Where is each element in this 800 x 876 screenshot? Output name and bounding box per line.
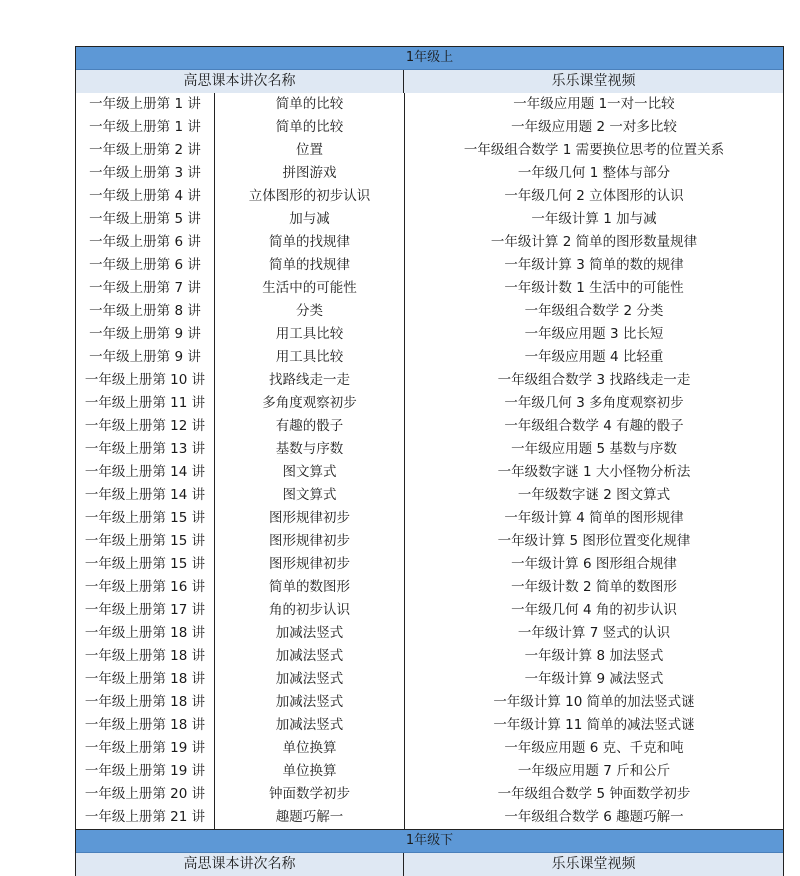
lecture-number: 一年级上册第 20 讲 <box>84 786 206 802</box>
video-title: 一年级组合数学 4 有趣的骰子 <box>404 415 783 438</box>
lecture-number: 一年级上册第 15 讲 <box>84 510 206 526</box>
video-title: 一年级应用题 5 基数与序数 <box>404 438 783 461</box>
lecture-number: 一年级上册第 16 讲 <box>84 579 206 595</box>
table-row <box>76 415 783 438</box>
video-title: 一年级应用题 6 克、千克和吨 <box>404 737 783 760</box>
video-title: 一年级计算 4 简单的图形规律 <box>404 507 783 530</box>
lecture-number: 一年级上册第 9 讲 <box>89 326 201 342</box>
lecture-number: 一年级上册第 6 讲 <box>89 257 201 273</box>
video-title: 一年级组合数学 3 找路线走一走 <box>404 369 783 392</box>
table-row <box>76 576 783 599</box>
video-title: 一年级计算 3 简单的数的规律 <box>404 254 783 277</box>
lecture-topic: 图文算式 <box>214 461 404 484</box>
lecture-topic: 图形规律初步 <box>214 530 404 553</box>
table-row <box>76 277 783 300</box>
lecture-number: 一年级上册第 2 讲 <box>89 142 201 158</box>
table-row <box>76 645 783 668</box>
video-title: 一年级几何 3 多角度观察初步 <box>404 392 783 415</box>
lecture-number: 一年级上册第 13 讲 <box>84 441 206 457</box>
lecture-topic: 位置 <box>214 139 404 162</box>
section-title: 1年级上 <box>76 47 783 70</box>
lecture-number: 一年级上册第 3 讲 <box>89 165 201 181</box>
video-title: 一年级计算 11 简单的减法竖式谜 <box>404 714 783 737</box>
table-row <box>76 162 783 185</box>
video-title: 一年级计数 2 简单的数图形 <box>404 576 783 599</box>
lecture-topic: 分类 <box>214 300 404 323</box>
table-row <box>76 93 783 116</box>
lecture-number: 一年级上册第 18 讲 <box>84 671 206 687</box>
lecture-number: 一年级上册第 14 讲 <box>84 487 206 503</box>
video-title: 一年级计算 10 简单的加法竖式谜 <box>404 691 783 714</box>
lecture-number: 一年级上册第 19 讲 <box>84 740 206 756</box>
video-title: 一年级应用题 3 比长短 <box>404 323 783 346</box>
lecture-topic: 加减法竖式 <box>214 645 404 668</box>
lecture-number: 一年级上册第 14 讲 <box>84 464 206 480</box>
lecture-number: 一年级上册第 18 讲 <box>84 625 206 641</box>
table-row <box>76 484 783 507</box>
video-title: 一年级应用题 1一对一比较 <box>404 93 783 116</box>
table-row <box>76 346 783 369</box>
video-title: 一年级几何 1 整体与部分 <box>404 162 783 185</box>
table-row <box>76 622 783 645</box>
lecture-topic: 加减法竖式 <box>214 622 404 645</box>
lecture-topic: 图形规律初步 <box>214 507 404 530</box>
column-header-textbook: 高思课本讲次名称 <box>183 856 296 872</box>
lecture-topic: 简单的比较 <box>214 93 404 116</box>
lecture-topic: 简单的找规律 <box>214 254 404 277</box>
lecture-topic: 趣题巧解一 <box>214 806 404 829</box>
lecture-topic: 有趣的骰子 <box>214 415 404 438</box>
video-title: 一年级组合数学 5 钟面数学初步 <box>404 783 783 806</box>
lecture-number: 一年级上册第 8 讲 <box>89 303 201 319</box>
table-row <box>76 392 783 415</box>
lecture-number: 一年级上册第 18 讲 <box>84 694 206 710</box>
lecture-topic: 生活中的可能性 <box>214 277 404 300</box>
video-title: 一年级应用题 7 斤和公斤 <box>404 760 783 783</box>
lecture-number: 一年级上册第 11 讲 <box>84 395 206 411</box>
column-header-video: 乐乐课堂视频 <box>403 853 783 876</box>
lecture-topic: 简单的比较 <box>214 116 404 139</box>
lecture-topic: 单位换算 <box>214 737 404 760</box>
table-row <box>76 208 783 231</box>
video-title: 一年级组合数学 6 趣题巧解一 <box>404 806 783 829</box>
lecture-number: 一年级上册第 19 讲 <box>84 763 206 779</box>
lecture-topic: 立体图形的初步认识 <box>214 185 404 208</box>
table-row <box>76 553 783 576</box>
video-title: 一年级数字谜 1 大小怪物分析法 <box>404 461 783 484</box>
lecture-topic: 简单的找规律 <box>214 231 404 254</box>
column-header-row <box>76 853 783 876</box>
lecture-topic: 角的初步认识 <box>214 599 404 622</box>
video-title: 一年级计算 6 图形组合规律 <box>404 553 783 576</box>
lecture-topic: 简单的数图形 <box>214 576 404 599</box>
lecture-number: 一年级上册第 9 讲 <box>89 349 201 365</box>
video-title: 一年级几何 2 立体图形的认识 <box>404 185 783 208</box>
table-row <box>76 691 783 714</box>
lecture-topic: 图文算式 <box>214 484 404 507</box>
lecture-topic: 加减法竖式 <box>214 691 404 714</box>
table-row <box>76 116 783 139</box>
table-row <box>76 438 783 461</box>
lecture-number: 一年级上册第 21 讲 <box>84 809 206 825</box>
lecture-topic: 多角度观察初步 <box>214 392 404 415</box>
lecture-number: 一年级上册第 18 讲 <box>84 648 206 664</box>
section-title: 1年级下 <box>76 829 783 853</box>
table-row <box>76 530 783 553</box>
lecture-number: 一年级上册第 7 讲 <box>89 280 201 296</box>
lecture-topic: 用工具比较 <box>214 346 404 369</box>
table-row <box>76 783 783 806</box>
video-title: 一年级计算 9 减法竖式 <box>404 668 783 691</box>
table-row <box>76 714 783 737</box>
table-row <box>76 737 783 760</box>
video-title: 一年级计算 8 加法竖式 <box>404 645 783 668</box>
lecture-topic: 加减法竖式 <box>214 714 404 737</box>
lecture-number: 一年级上册第 15 讲 <box>84 556 206 572</box>
video-title: 一年级应用题 2 一对多比较 <box>404 116 783 139</box>
lecture-topic: 基数与序数 <box>214 438 404 461</box>
table-row <box>76 300 783 323</box>
column-header-row <box>76 70 783 93</box>
table-row <box>76 231 783 254</box>
video-title: 一年级几何 4 角的初步认识 <box>404 599 783 622</box>
curriculum-table <box>75 46 784 876</box>
lecture-topic: 拼图游戏 <box>214 162 404 185</box>
lecture-number: 一年级上册第 10 讲 <box>84 372 206 388</box>
table-row <box>76 507 783 530</box>
video-title: 一年级数字谜 2 图文算式 <box>404 484 783 507</box>
video-title: 一年级计算 7 竖式的认识 <box>404 622 783 645</box>
lecture-number: 一年级上册第 6 讲 <box>89 234 201 250</box>
lecture-number: 一年级上册第 18 讲 <box>84 717 206 733</box>
video-title: 一年级组合数学 1 需要换位思考的位置关系 <box>404 139 783 162</box>
table-row <box>76 139 783 162</box>
lecture-topic: 用工具比较 <box>214 323 404 346</box>
table-row <box>76 806 783 829</box>
lecture-number: 一年级上册第 5 讲 <box>89 211 201 227</box>
video-title: 一年级计算 1 加与减 <box>404 208 783 231</box>
column-header-video: 乐乐课堂视频 <box>403 70 783 93</box>
grade-section <box>76 829 783 876</box>
lecture-number: 一年级上册第 17 讲 <box>84 602 206 618</box>
video-title: 一年级计算 5 图形位置变化规律 <box>404 530 783 553</box>
table-row <box>76 461 783 484</box>
lecture-topic: 加减法竖式 <box>214 668 404 691</box>
table-row <box>76 185 783 208</box>
table-row <box>76 323 783 346</box>
column-header-textbook: 高思课本讲次名称 <box>183 73 296 89</box>
video-title: 一年级应用题 4 比轻重 <box>404 346 783 369</box>
lecture-topic: 单位换算 <box>214 760 404 783</box>
grade-section <box>76 47 783 829</box>
lecture-topic: 图形规律初步 <box>214 553 404 576</box>
table-row <box>76 369 783 392</box>
lecture-number: 一年级上册第 12 讲 <box>84 418 206 434</box>
table-row <box>76 599 783 622</box>
lecture-number: 一年级上册第 1 讲 <box>89 96 201 112</box>
lecture-topic: 加与减 <box>214 208 404 231</box>
lecture-topic: 钟面数学初步 <box>214 783 404 806</box>
lecture-number: 一年级上册第 15 讲 <box>84 533 206 549</box>
video-title: 一年级组合数学 2 分类 <box>404 300 783 323</box>
video-title: 一年级计算 2 简单的图形数量规律 <box>404 231 783 254</box>
table-row <box>76 760 783 783</box>
table-row <box>76 668 783 691</box>
lecture-topic: 找路线走一走 <box>214 369 404 392</box>
video-title: 一年级计数 1 生活中的可能性 <box>404 277 783 300</box>
table-row <box>76 254 783 277</box>
lecture-number: 一年级上册第 4 讲 <box>89 188 201 204</box>
lecture-number: 一年级上册第 1 讲 <box>89 119 201 135</box>
